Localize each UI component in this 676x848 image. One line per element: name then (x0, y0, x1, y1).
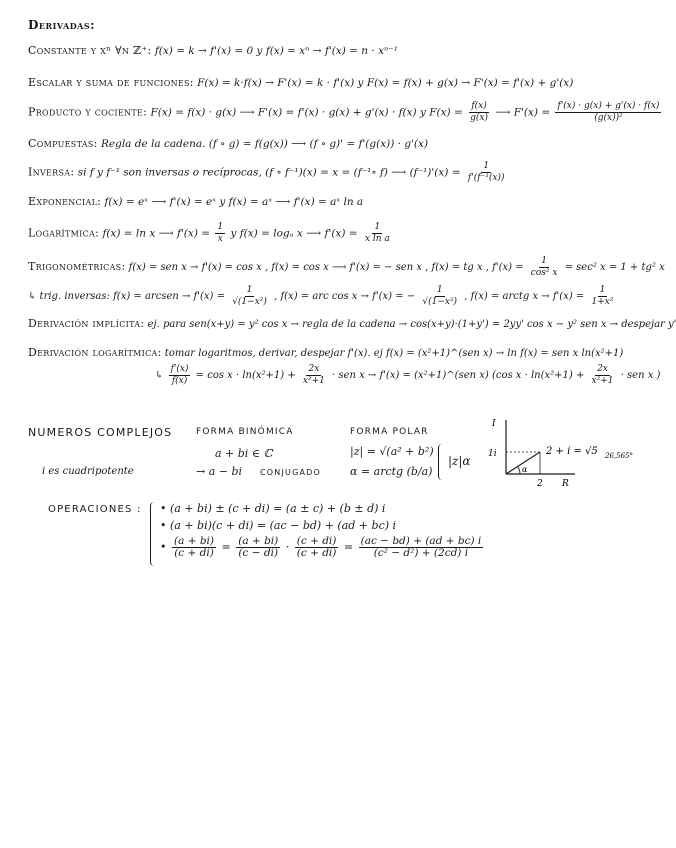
fraction-denominator: x ln a (364, 234, 390, 244)
constante-rule (28, 44, 398, 57)
implicita-rule (28, 317, 676, 330)
division-fraction-3 (295, 536, 339, 559)
trig-inversas-formula-a: f(x) = arcsen → f'(x) = (113, 291, 225, 302)
fraction-numerator: (ac − bd) + (ad + bc) i (360, 535, 482, 547)
fraction-numerator: f'(x) · g(x) + g'(x) · f(x) (557, 101, 660, 111)
axis-i-label: I (492, 419, 496, 429)
log-fraction (363, 222, 392, 245)
fraction-numerator: 1 (436, 285, 443, 295)
exponencial-rule (28, 195, 363, 208)
fraction-denominator: x²+1 (591, 376, 614, 386)
logder-arrow: ↳ (155, 370, 164, 381)
ln-fraction (215, 222, 225, 245)
alpha-label: α (522, 465, 528, 474)
trig-rule (28, 256, 665, 279)
logder-fraction-2 (301, 364, 327, 387)
angle-value: 26,565° (605, 452, 633, 460)
inversa-fraction (466, 161, 507, 184)
point-label: 2 + i = √5 (546, 446, 598, 457)
conjugado-label: CONJUGADO (260, 468, 322, 477)
division-bullet: • (160, 540, 167, 554)
fraction-numerator: f'(x) (170, 364, 189, 374)
polar-angle: α = arctg (b/a) (350, 465, 433, 478)
implicita-formula: ej. para sen(x+y) = y² cos x → regla de la cadena → cos(x+y)·(1+y') = 2yy' cos x − y² sen x → despejar y' (147, 319, 676, 330)
fraction-denominator: (c² − d²) + (2cd) i (373, 547, 469, 559)
one-i-label: 1i (488, 449, 497, 459)
fraction-denominator: x²+1 (302, 376, 325, 386)
producto-fraction (468, 101, 490, 124)
binomica-heading: FORMA BINÓMICA (196, 427, 294, 437)
fraction-numerator: f(x) (471, 101, 487, 111)
cociente-fraction (555, 101, 661, 124)
trig-formula-b: = sec² x = 1 + tg² x (564, 262, 665, 273)
fraction-denominator: f'(f⁻¹(x)) (467, 173, 505, 183)
fraction-numerator: (c + di) (296, 535, 337, 547)
fraction-denominator: 1+x² (591, 297, 614, 307)
constante-formula: f(x) = k → f'(x) = 0 y f(x) = xⁿ → f'(x) = n · xⁿ⁻¹ (154, 45, 399, 57)
constante-heading: Constante y xⁿ ∀n ℤ⁺: (28, 44, 152, 57)
compuestas-rule (28, 137, 428, 150)
two-label: 2 (537, 479, 543, 489)
binomica-form: a + bi ∈ ℂ (215, 447, 273, 460)
trig-inversas-rule (28, 285, 617, 308)
implicita-heading: Derivación implícita: (28, 317, 145, 330)
fraction-denominator: x (217, 234, 223, 244)
logder-formula-c: · sen x ) (620, 370, 661, 381)
arctg-fraction (589, 285, 615, 308)
inversa-heading: Inversa: (28, 165, 75, 179)
logder-formula: tomar logaritmos, derivar, despejar f'(x). ej f(x) = (x²+1)^(sen x) → ln f(x) = sen x ln(x²+1) (164, 348, 624, 359)
logder-rule (28, 346, 623, 359)
fraction-numerator: (a + bi) (174, 535, 215, 547)
fraction-numerator: 2x (597, 364, 608, 374)
escalar-heading: Escalar y suma de funciones: (28, 76, 194, 89)
inversa-formula: si f y f⁻¹ son inversas o recíprocas, (f ∘ f⁻¹)(x) = x = (f⁻¹∘ f) ⟶ (f⁻¹)'(x) = (77, 166, 461, 179)
operation-product: • (a + bi)(c + di) = (ac − bd) + (ad + bc) i (160, 519, 397, 532)
logaritmica-heading: Logarítmica: (28, 226, 100, 240)
logder-formula-b: · sen x → f'(x) = (x²+1)^(sen x) (cos x · ln(x²+1) + (332, 370, 585, 381)
derivadas-title: Derivadas: (28, 18, 96, 32)
fraction-numerator: 1 (599, 285, 606, 295)
axis-r-label: R (562, 479, 569, 489)
fraction-numerator: 1 (483, 161, 490, 171)
polar-heading: FORMA POLAR (350, 427, 429, 437)
fraction-denominator: g(x) (470, 113, 488, 123)
trig-inversas-heading: ↳ trig. inversas: (28, 291, 110, 302)
operaciones-title: OPERACIONES : (48, 504, 142, 515)
escalar-rule (28, 76, 573, 89)
fraction-numerator: 1 (374, 222, 381, 232)
inversa-rule (28, 161, 509, 184)
compuestas-heading: Compuestas: (28, 137, 98, 150)
logder-formula-a: = cos x · ln(x²+1) + (195, 370, 296, 381)
polar-result: |z|α (448, 454, 471, 468)
producto-heading: Producto y cociente: (28, 105, 148, 119)
logder-fraction-1 (169, 364, 191, 387)
trig-formula-a: f(x) = sen x → f'(x) = cos x , f(x) = cos x ⟶ f'(x) = − sen x , f(x) = tg x , f'(x) = (128, 262, 524, 273)
division-fraction-1 (172, 536, 216, 559)
logaritmica-rule (28, 222, 394, 245)
fraction-numerator: (a + bi) (238, 535, 279, 547)
complejos-title: NUMEROS COMPLEJOS (28, 426, 173, 439)
conjugate-form: → a − bi (196, 465, 243, 478)
operation-sum: • (a + bi) ± (c + di) = (a ± c) + (b ± d) i (160, 502, 386, 515)
fraction-denominator: (c − di) (238, 547, 279, 559)
logder-rule-2 (155, 364, 660, 387)
logaritmica-formula-b: y f(x) = logₐ x ⟶ f'(x) = (230, 227, 358, 240)
division-fraction-2 (236, 536, 280, 559)
fraction-numerator: 1 (541, 256, 547, 266)
fraction-numerator: 1 (246, 285, 253, 295)
cuadripotente-note: i es cuadripotente (42, 466, 134, 477)
exponencial-heading: Exponencial: (28, 195, 102, 208)
logder-fraction-3 (590, 364, 616, 387)
fraction-numerator: 1 (217, 222, 224, 232)
polar-modulus: |z| = √(a² + b²) (350, 445, 434, 458)
compuestas-formula: Regla de la cadena. (f ∘ g) = f(g(x)) ⟶ (f ∘ g)' = f'(g(x)) · g'(x) (100, 138, 429, 150)
operaciones-brace (150, 502, 157, 566)
trig-inversas-formula-c: , f(x) = arctg x → f'(x) = (464, 291, 585, 302)
arccos-fraction (420, 285, 459, 308)
arcsen-fraction (230, 285, 269, 308)
exponencial-formula: f(x) = eˣ ⟶ f'(x) = eˣ y f(x) = aˣ ⟶ f'(x) = aˣ ln a (104, 196, 364, 208)
division-result (359, 536, 484, 559)
fraction-denominator: (c + di) (174, 547, 214, 559)
fraction-denominator: √(1−x²) (232, 297, 267, 307)
argand-diagram (480, 412, 640, 492)
fraction-denominator: f(x) (171, 376, 188, 386)
producto-rule (28, 101, 663, 124)
tg-fraction (529, 256, 560, 279)
logaritmica-formula-a: f(x) = ln x ⟶ f'(x) = (102, 227, 211, 240)
fraction-denominator: √(1−x²) (422, 297, 458, 307)
fraction-denominator: (g(x))² (594, 113, 623, 123)
trig-inversas-formula-b: , f(x) = arc cos x → f'(x) = − (274, 291, 416, 302)
fraction-denominator: (c + di) (296, 547, 337, 559)
fraction-numerator: 2x (308, 364, 320, 374)
logder-heading: Derivación logarítmica: (28, 346, 162, 359)
producto-formula-a: F(x) = f(x) · g(x) ⟶ F'(x) = f'(x) · g(x) + g'(x) · f(x) y F(x) = (150, 106, 463, 119)
fraction-denominator: cos² x (530, 268, 558, 278)
angle-arc (518, 467, 520, 474)
producto-formula-b: ⟶ F'(x) = (495, 106, 551, 119)
trig-heading: Trigonométricas: (28, 260, 126, 273)
polar-brace (438, 444, 445, 480)
operation-division: • $\frac{(a + bi)}{(c + di)}$ = $\frac{(a + bi)}{(c - di)}$ · $\frac{(c + di)}{(c + di)}$ = $\frac{(ac - bd) + (ad + bc) i}{\text{(c² − d²) + (2cd) i}}$ (160, 535, 482, 559)
escalar-formula: F(x) = k·f(x) → F'(x) = k · f'(x) y F(x) = f(x) + g(x) → F'(x) = f'(x) + g'(x) (197, 77, 574, 89)
